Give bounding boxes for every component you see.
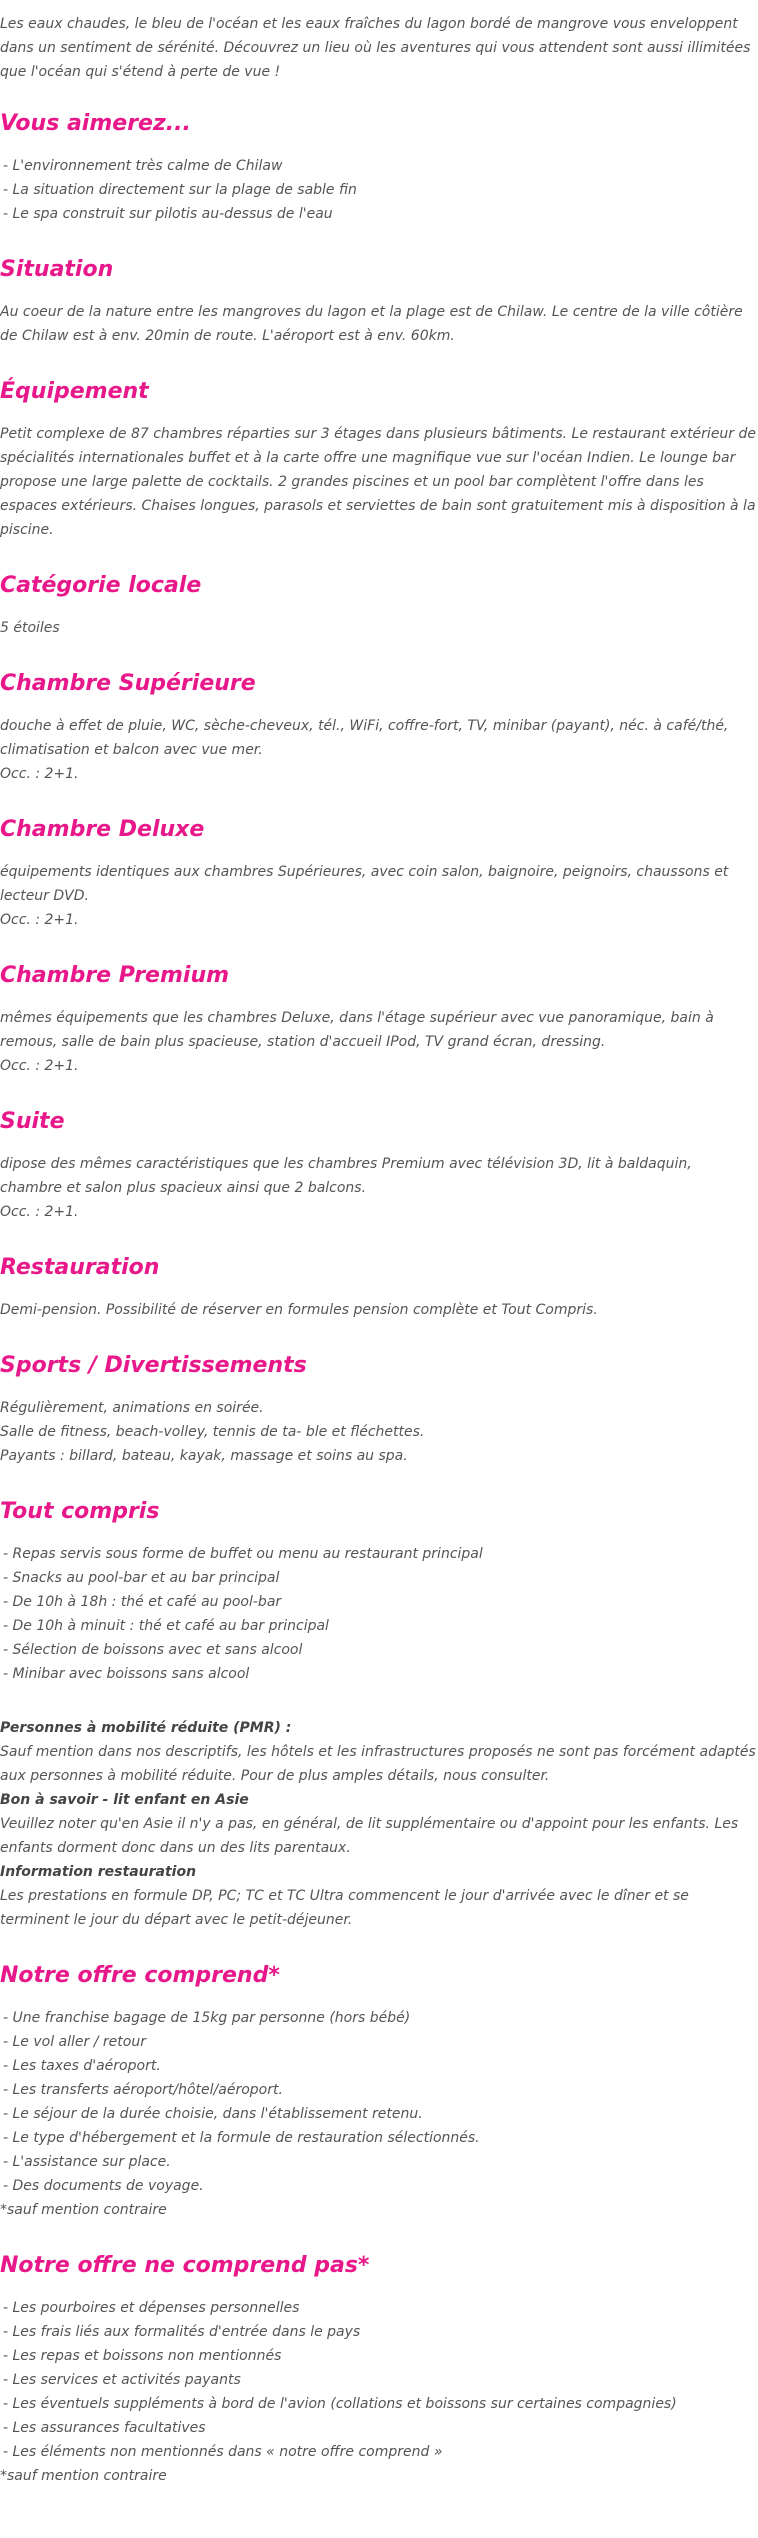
section-infos [0, 1716, 758, 1932]
section-heading: Restauration [0, 1255, 160, 1280]
pmr-label: Personnes à mobilité réduite (PMR) : [0, 1720, 292, 1736]
section-tout-compris [0, 1498, 758, 1686]
list-item: - Les transferts aéroport/hôtel/aéroport. [3, 2082, 283, 2098]
section-text: 5 étoiles [0, 620, 60, 636]
list-item: - Le séjour de la durée choisie, dans l'établissement retenu. [3, 2106, 423, 2122]
section-heading: Vous aimerez... [0, 111, 191, 136]
section-text: dipose des mêmes caractéristiques que les chambres Premium avec télévision 3D, lit à baldaquin, chambre et salon plus spacieux ainsi que 2 balcons. [0, 1156, 692, 1196]
occupancy-text: Occ. : 2+1. [0, 912, 79, 928]
section-line: Régulièrement, animations en soirée. [0, 1400, 264, 1416]
resto-text: Les prestations en formule DP, PC; TC et TC Ultra commencent le jour d'arrivée avec le dîner et se terminent le jour du départ avec le petit-déjeuner. [0, 1888, 689, 1928]
section-heading: Sports / Divertissements [0, 1353, 307, 1378]
section-text: mêmes équipements que les chambres Deluxe, dans l'étage supérieur avec vue panoramique, bain à remous, salle de bain plus spacieuse, station d'accueil IPod, TV grand écran, dressing. [0, 1010, 714, 1050]
section-chambre-premium [0, 962, 758, 1078]
section-heading: Chambre Supérieure [0, 671, 256, 696]
list-item: - De 10h à minuit : thé et café au bar principal [3, 1618, 329, 1634]
section-text: Au coeur de la nature entre les mangroves du lagon et la plage est de Chilaw. Le centre de la ville côtière de Chilaw est à env. 20min de route. L'aéroport est à env. 60km. [0, 304, 743, 344]
section-heading: Situation [0, 257, 114, 282]
section-categorie [0, 572, 758, 640]
list-item: - Les pourboires et dépenses personnelles [3, 2300, 300, 2316]
section-suite [0, 1108, 758, 1224]
section-vous-aimerez [0, 110, 758, 226]
section-equipement [0, 378, 758, 542]
list-item: - Sélection de boissons avec et sans alcool [3, 1642, 303, 1658]
section-offre-comprend [0, 1962, 758, 2222]
section-heading: Équipement [0, 379, 149, 404]
asie-label: Bon à savoir - lit enfant en Asie [0, 1792, 249, 1808]
list-item: - Des documents de voyage. [3, 2178, 204, 2194]
section-heading: Chambre Deluxe [0, 817, 205, 842]
list-item: - Les éventuels suppléments à bord de l'avion (collations et boissons sur certaines compagnies) [3, 2396, 677, 2412]
footnote: *sauf mention contraire [0, 2468, 167, 2484]
list-item: - Le vol aller / retour [3, 2034, 146, 2050]
list-item: - Repas servis sous forme de buffet ou menu au restaurant principal [3, 1546, 483, 1562]
section-chambre-superieure [0, 670, 758, 786]
list-item: - Une franchise bagage de 15kg par personne (hors bébé) [3, 2010, 411, 2026]
list-item: - L'environnement très calme de Chilaw [3, 158, 283, 174]
footnote: *sauf mention contraire [0, 2202, 167, 2218]
occupancy-text: Occ. : 2+1. [0, 1058, 79, 1074]
section-chambre-deluxe [0, 816, 758, 932]
list-item: - Le type d'hébergement et la formule de restauration sélectionnés. [3, 2130, 480, 2146]
pmr-text: Sauf mention dans nos descriptifs, les hôtels et les infrastructures proposés ne sont pas forcément adaptés aux personnes à mobilité réduite. Pour de plus amples détails, nous consulter. [0, 1744, 756, 1784]
section-heading: Suite [0, 1109, 65, 1134]
list-item: - Les éléments non mentionnés dans « notre offre comprend » [3, 2444, 443, 2460]
section-situation [0, 256, 758, 348]
list-item: - Le spa construit sur pilotis au-dessus de l'eau [3, 206, 333, 222]
section-text: équipements identiques aux chambres Supérieures, avec coin salon, baignoire, peignoirs, chaussons et lecteur DVD. [0, 864, 729, 904]
section-line: Salle de fitness, beach-volley, tennis de ta- ble et fléchettes. [0, 1424, 425, 1440]
list-item: - Minibar avec boissons sans alcool [3, 1666, 250, 1682]
list-item: - Les repas et boissons non mentionnés [3, 2348, 282, 2364]
section-offre-ne-comprend [0, 2252, 758, 2488]
list-item: - Les assurances facultatives [3, 2420, 206, 2436]
list-item: - L'assistance sur place. [3, 2154, 171, 2170]
section-text: Petit complexe de 87 chambres réparties sur 3 étages dans plusieurs bâtiments. Le restaurant extérieur de spécialités internationales buffet et à la carte offre une magnifique vue sur l'océan Indien. Le lounge bar propose une large palette de cocktails. 2 grandes piscines et un pool bar complètent l'offre dans les espaces extérieurs. Chaises longues, parasols et serviettes de bain sont gratuitement mis à disposition à la piscine. [0, 426, 757, 538]
list-item: - Les services et activités payants [3, 2372, 241, 2388]
section-text: douche à effet de pluie, WC, sèche-cheveux, tél., WiFi, coffre-fort, TV, minibar (payant), néc. à café/thé, climatisation et balcon avec vue mer. [0, 718, 729, 758]
section-heading: Notre offre comprend* [0, 1963, 280, 1988]
list-item: - Les taxes d'aéroport. [3, 2058, 161, 2074]
list-item: - Snacks au pool-bar et au bar principal [3, 1570, 280, 1586]
section-restauration [0, 1254, 758, 1322]
section-sports [0, 1352, 758, 1468]
resto-label: Information restauration [0, 1864, 197, 1880]
section-heading: Chambre Premium [0, 963, 230, 988]
section-line: Payants : billard, bateau, kayak, massage et soins au spa. [0, 1448, 408, 1464]
occupancy-text: Occ. : 2+1. [0, 1204, 79, 1220]
section-heading: Catégorie locale [0, 573, 202, 598]
list-item: - La situation directement sur la plage de sable fin [3, 182, 357, 198]
section-text: Demi-pension. Possibilité de réserver en formules pension complète et Tout Compris. [0, 1302, 598, 1318]
asie-text: Veuillez noter qu'en Asie il n'y a pas, en général, de lit supplémentaire ou d'appoint pour les enfants. Les enfants dorment donc dans un des lits parentaux. [0, 1816, 739, 1856]
list-item: - De 10h à 18h : thé et café au pool-bar [3, 1594, 282, 1610]
occupancy-text: Occ. : 2+1. [0, 766, 79, 782]
section-heading: Notre offre ne comprend pas* [0, 2253, 370, 2278]
intro-text: Les eaux chaudes, le bleu de l'océan et les eaux fraîches du lagon bordé de mangrove vous enveloppent dans un sentiment de sérénité. Découvrez un lieu où les aventures qui vous attendent sont aussi illimitées que l'océan qui s'étend à perte de vue ! [0, 16, 751, 80]
section-heading: Tout compris [0, 1499, 160, 1524]
list-item: - Les frais liés aux formalités d'entrée dans le pays [3, 2324, 361, 2340]
